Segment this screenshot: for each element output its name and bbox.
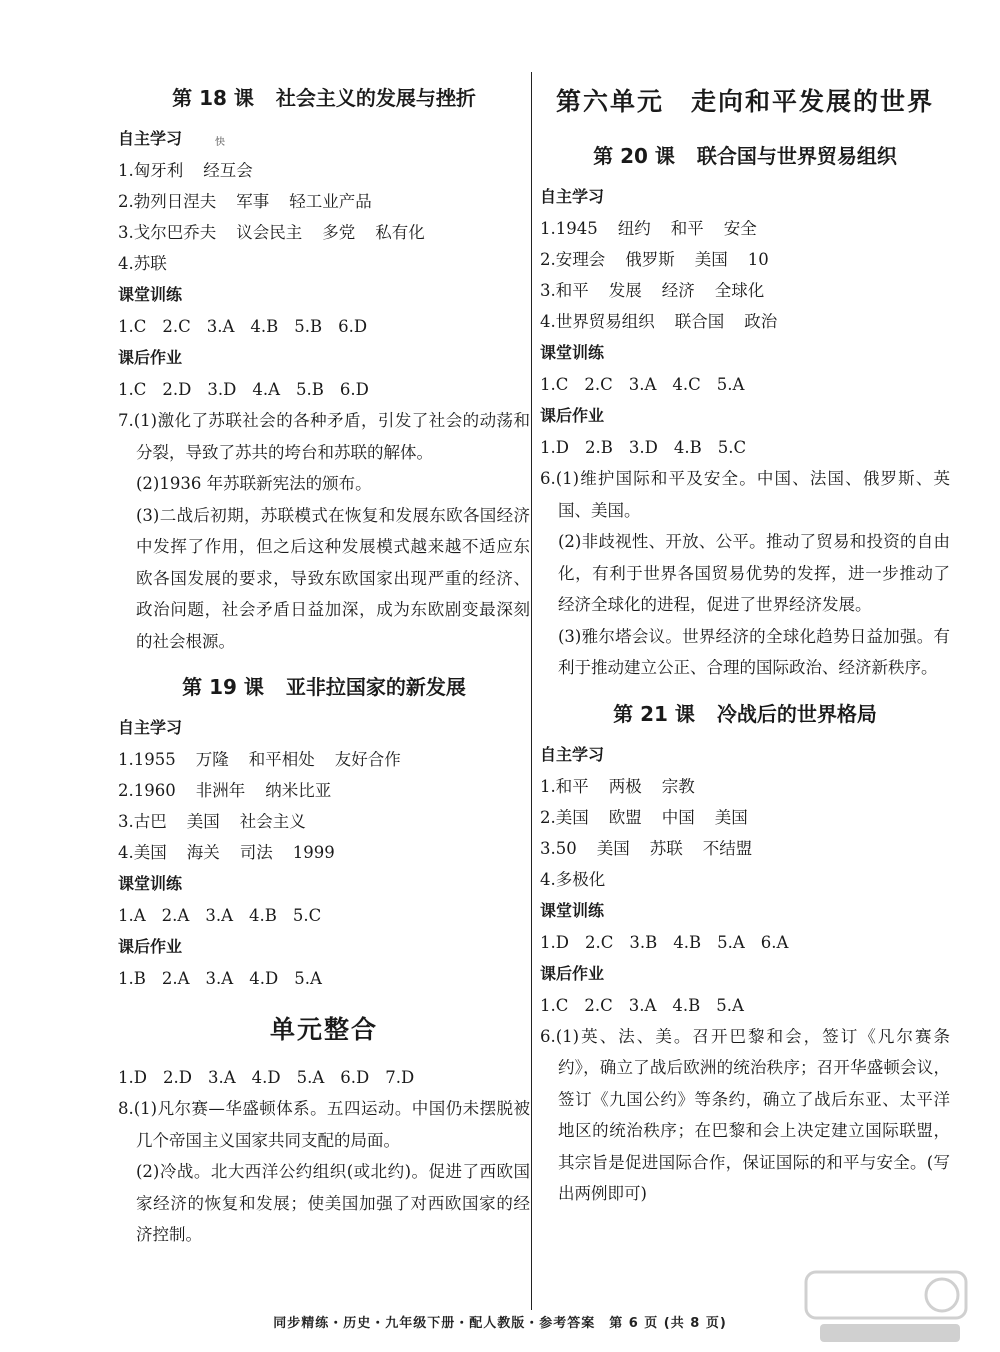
section-heading: 课后作业 <box>118 937 183 956</box>
answer-row <box>540 369 950 400</box>
answer-word: 2.安理会 <box>540 250 606 269</box>
answer-line <box>540 833 950 864</box>
answer-paragraph: 6.(1)维护国际和平及安全。中国、法国、俄罗斯、英国、美国。 <box>540 469 950 520</box>
answer-row <box>118 900 530 931</box>
answer-word: 2.勃列日涅夫 <box>118 192 217 211</box>
answer-item: 3.A <box>628 995 657 1015</box>
answer-item: 1.C <box>118 380 147 399</box>
answer-list <box>540 213 950 337</box>
answer-item: 4.B <box>249 906 277 925</box>
answer-word: 2.1960 <box>118 781 176 800</box>
answer-word: 经济 <box>661 281 695 300</box>
answer-list <box>118 744 530 868</box>
answer-item: 1.C <box>540 375 569 394</box>
answer-word: 政治 <box>744 312 778 331</box>
answer-word: 4.世界贸易组织 <box>540 312 655 331</box>
column-divider <box>531 72 532 1310</box>
answer-item: 6.D <box>340 1068 370 1087</box>
section-heading: 课堂训练 <box>118 874 183 893</box>
answer-item: 5.B <box>296 380 324 399</box>
answer-line <box>118 186 530 217</box>
answer-word: 3.古巴 <box>118 812 167 831</box>
answer-paragraph: (2)冷战。北大西洋公约组织(或北约)。促进了西欧国家经济的恢复和发展；使美国加强了对西欧国家的经济控制。 <box>136 1162 530 1244</box>
answer-line <box>540 802 950 833</box>
answer-word: 私有化 <box>375 223 425 242</box>
answer-line <box>118 806 530 837</box>
section-heading: 课堂训练 <box>118 285 183 304</box>
answer-item: 6.A <box>760 932 789 952</box>
answer-line <box>540 864 950 895</box>
answer-word: 联合国 <box>674 312 725 331</box>
answer-item: 3.D <box>628 438 658 457</box>
answer-paragraph: 7.(1)激化了苏联社会的各种矛盾，引发了社会的动荡和分裂，导致了苏共的垮台和苏联的解体。 <box>118 411 530 462</box>
answer-item: 5.C <box>717 438 747 457</box>
answer-item: 2.B <box>584 438 613 457</box>
answer-word: 经互会 <box>203 161 253 180</box>
answer-line <box>118 155 530 186</box>
section-heading: 课堂训练 <box>540 900 605 920</box>
answer-item: 5.A <box>716 375 745 394</box>
answer-word: 1.1945 <box>540 219 598 238</box>
answer-item: 5.A <box>716 995 744 1015</box>
answer-word: 全球化 <box>714 281 765 300</box>
answer-word: 3.和平 <box>540 281 589 300</box>
answer-word: 和平 <box>670 219 704 238</box>
answer-word: 10 <box>747 250 769 269</box>
answer-item: 2.A <box>161 906 190 925</box>
answer-word: 和平相处 <box>248 750 315 769</box>
answer-line <box>118 217 530 248</box>
answer-word: 俄罗斯 <box>625 250 675 269</box>
answer-item: 3.A <box>207 1068 236 1087</box>
answer-word: 1.1955 <box>118 750 176 769</box>
answer-item: 3.A <box>205 906 234 925</box>
answer-row <box>540 432 950 463</box>
answer-item: 3.A <box>205 969 234 988</box>
left-column <box>118 70 530 1251</box>
answer-word: 2.美国 <box>540 807 589 827</box>
unit-review-title: 单元整合 <box>269 1015 378 1044</box>
answer-item: 5.A <box>717 932 745 952</box>
answer-word: 发展 <box>608 281 642 300</box>
answer-item: 1.A <box>118 906 146 925</box>
lesson-21-title: 第 21 课 冷战后的世界格局 <box>613 701 877 726</box>
answer-word: 两极 <box>608 776 642 796</box>
answer-item: 2.C <box>584 995 613 1015</box>
answer-word: 社会主义 <box>239 812 306 831</box>
answer-item: 4.C <box>672 375 701 394</box>
answer-word: 1.和平 <box>540 776 589 796</box>
page-footer: 同步精练・历史・九年级下册・配人教版・参考答案 第 6 页 (共 8 页) <box>273 1316 727 1331</box>
answer-item: 4.B <box>673 438 702 457</box>
answer-line <box>540 244 950 275</box>
answer-word: 美国 <box>186 812 220 831</box>
answer-item: 3.B <box>629 932 658 952</box>
answer-item: 4.B <box>672 995 701 1015</box>
answer-row <box>118 311 530 342</box>
answer-word: 海关 <box>186 843 220 862</box>
answer-word: 议会民主 <box>236 223 303 242</box>
answer-item: 3.D <box>207 380 237 399</box>
answer-word: 友好合作 <box>334 750 401 769</box>
answer-item: 2.D <box>162 1068 192 1087</box>
section-heading: 课后作业 <box>540 406 605 425</box>
answer-paragraph: 6.(1)英、法、美。召开巴黎和会，签订《凡尔赛条约》，确立了战后欧洲的统治秩序；召开华盛顿会议，签订《九国公约》等条约，确立了战后东亚、太平洋地区的统治秩序；在巴黎和会上决定建立国际联盟，其宗旨是促进国际合作，保证国际的和平与安全。(写出两例即可) <box>540 1026 950 1203</box>
section-heading: 自主学习 <box>118 129 183 148</box>
answer-line <box>540 213 950 244</box>
answer-item: 2.C <box>584 932 614 952</box>
answer-word: 军事 <box>236 192 270 211</box>
answer-item: 1.D <box>540 438 569 457</box>
answer-item: 7.D <box>385 1068 415 1087</box>
answer-item: 1.C <box>118 317 147 336</box>
answer-item: 4.D <box>251 1068 281 1087</box>
answer-row <box>118 1062 530 1093</box>
answer-item: 5.B <box>294 317 323 336</box>
answer-word: 非洲年 <box>195 781 246 800</box>
answer-item: 3.A <box>206 317 235 336</box>
answer-word: 中国 <box>661 807 695 827</box>
answer-item: 5.C <box>292 906 322 925</box>
answer-word: 欧盟 <box>608 807 642 827</box>
answer-paragraph: (2)非歧视性、开放、公平。推动了贸易和投资的自由化，有利于世界各国贸易优势的发挥，进一步推动了经济全球化的进程，促进了世界经济发展。 <box>558 532 950 614</box>
section-heading: 课后作业 <box>540 963 605 983</box>
answer-word: 4.苏联 <box>118 254 167 273</box>
answer-word: 4.多极化 <box>540 869 606 889</box>
lesson-20-title: 第 20 课 联合国与世界贸易组织 <box>593 144 897 168</box>
answer-word: 4.美国 <box>118 843 167 862</box>
answer-word: 安全 <box>723 219 757 238</box>
answer-word: 1999 <box>292 843 335 862</box>
answer-word: 纳米比亚 <box>265 781 332 800</box>
answer-paragraph: (3)二战后初期，苏联模式在恢复和发展东欧各国经济中发挥了作用，但之后这种发展模式越来越不适应东欧各国发展的要求，导致东欧国家出现严重的经济、政治问题，社会矛盾日益加深，成为东欧剧变最深刻的社会根源。 <box>136 505 530 651</box>
answer-word: 美国 <box>694 250 728 269</box>
handwritten-mark: 快 <box>215 137 225 148</box>
answer-word: 3.戈尔巴乔夫 <box>118 223 217 242</box>
answer-line <box>118 744 530 775</box>
answer-line <box>118 775 530 806</box>
section-heading: 自主学习 <box>118 718 183 737</box>
unit-6-title: 第六单元 走向和平发展的世界 <box>555 87 934 116</box>
answer-item: 4.B <box>250 317 279 336</box>
section-heading: 课堂训练 <box>540 343 605 362</box>
section-heading: 自主学习 <box>540 187 605 206</box>
answer-item: 6.D <box>338 317 368 336</box>
answer-item: 2.A <box>161 969 190 988</box>
answer-item: 1.D <box>540 932 569 952</box>
answer-row <box>118 374 530 405</box>
answer-word: 司法 <box>239 843 273 862</box>
answer-item: 1.D <box>118 1068 147 1087</box>
answer-paragraph: (2)1936 年苏联新宪法的颁布。 <box>136 474 372 493</box>
answer-word: 纽约 <box>617 219 651 238</box>
answer-item: 4.A <box>252 380 281 399</box>
lesson-18-title: 第 18 课 社会主义的发展与挫折 <box>172 86 476 110</box>
answer-row <box>118 963 530 994</box>
answer-item: 2.C <box>584 375 613 394</box>
answer-line <box>118 248 530 279</box>
answer-item: 6.D <box>339 380 369 399</box>
section-heading: 自主学习 <box>540 744 605 764</box>
answer-item: 3.A <box>628 375 657 394</box>
answer-word: 1.匈牙利 <box>118 161 184 180</box>
section-heading: 课后作业 <box>118 348 183 367</box>
answer-line <box>118 837 530 868</box>
answer-word: 苏联 <box>649 838 683 858</box>
answer-word: 轻工业产品 <box>289 192 372 211</box>
answer-item: 4.B <box>673 932 702 952</box>
answer-line <box>540 306 950 337</box>
answer-word: 美国 <box>714 807 748 827</box>
answer-word: 万隆 <box>195 750 229 769</box>
answer-line <box>540 771 950 802</box>
answer-item: 2.C <box>162 317 191 336</box>
answer-item: 5.A <box>296 1068 325 1087</box>
answer-row <box>540 990 950 1021</box>
answer-list <box>540 771 950 895</box>
answer-line <box>540 275 950 306</box>
answer-word: 宗教 <box>661 776 695 796</box>
answer-item: 5.A <box>294 969 322 988</box>
lesson-19-title: 第 19 课 亚非拉国家的新发展 <box>182 675 466 699</box>
right-column <box>540 70 950 1210</box>
answer-item: 1.B <box>118 969 146 988</box>
answer-word: 美国 <box>596 838 630 858</box>
answer-paragraph: (3)雅尔塔会议。世界经济的全球化趋势日益加强。有利于推动建立公正、合理的国际政治、经济新秩序。 <box>558 626 950 677</box>
answer-item: 4.D <box>249 969 279 988</box>
watermark-logo <box>802 1266 972 1348</box>
answer-paragraph: 8.(1)凡尔赛—华盛顿体系。五四运动。中国仍未摆脱被几个帝国主义国家共同支配的局面。 <box>118 1099 530 1150</box>
answer-row <box>540 927 950 958</box>
answer-list <box>118 155 530 279</box>
answer-item: 2.D <box>162 380 192 399</box>
answer-word: 不结盟 <box>702 838 753 858</box>
answer-item: 1.C <box>540 995 569 1015</box>
answer-word: 3.50 <box>540 838 577 858</box>
answer-word: 多党 <box>322 223 356 242</box>
